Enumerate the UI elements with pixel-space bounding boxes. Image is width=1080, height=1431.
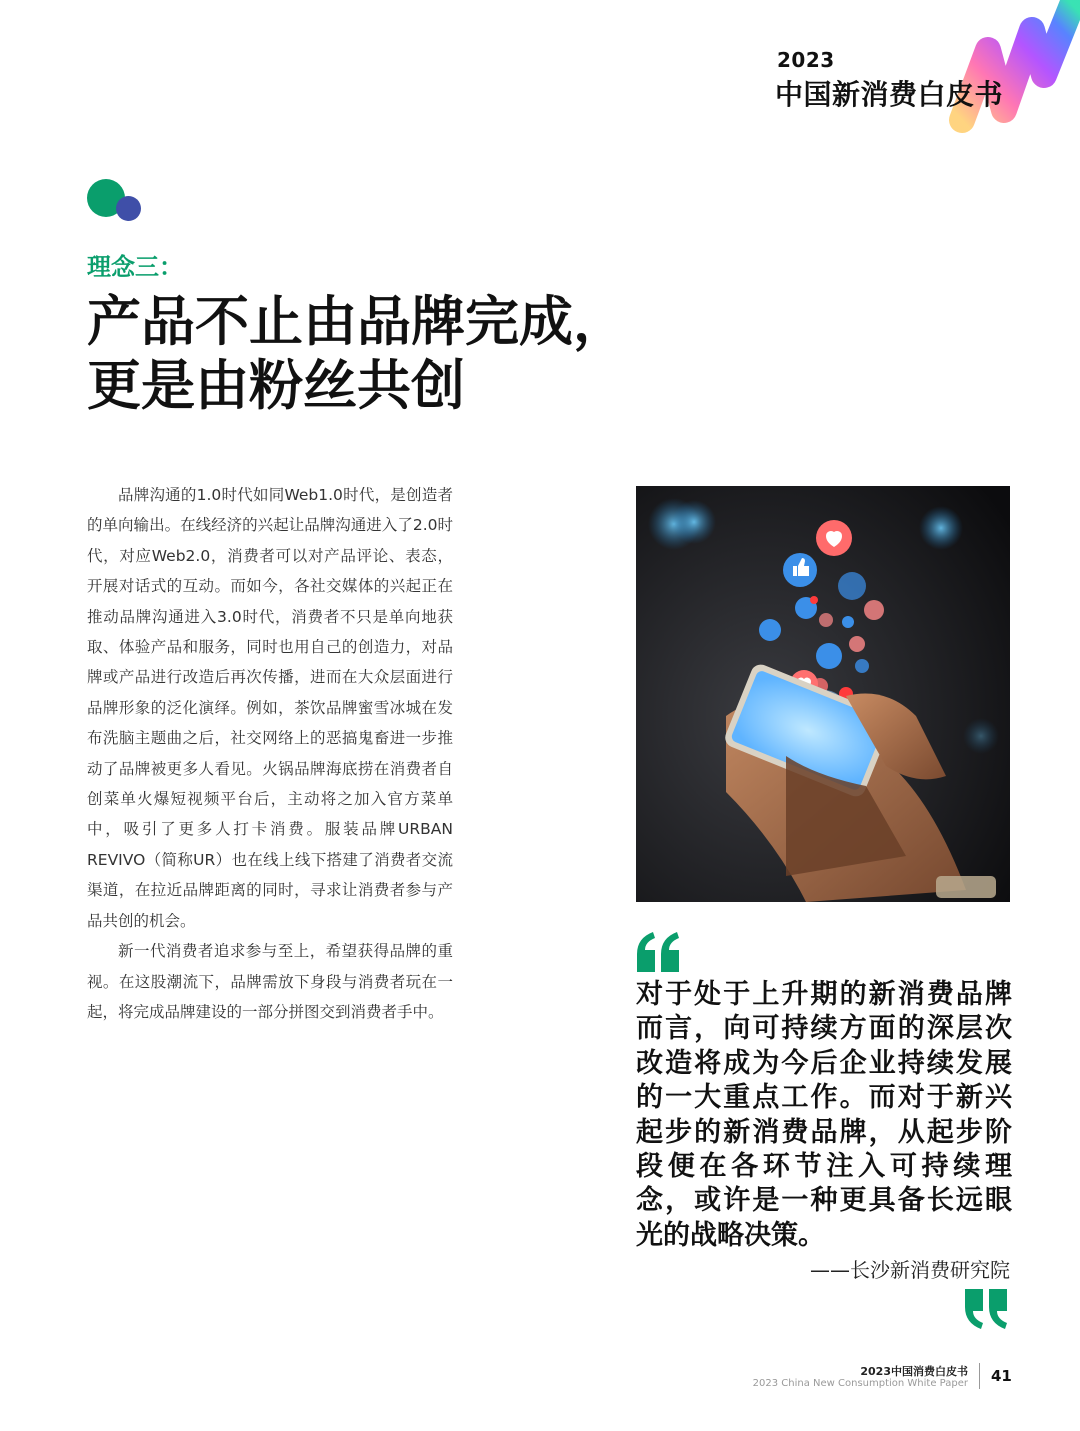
quote-source: ——长沙新消费研究院 — [810, 1258, 1010, 1282]
close-quote-icon — [963, 1289, 1011, 1329]
blue-dot — [116, 196, 141, 221]
header-title: 中国新消费白皮书 — [775, 78, 1004, 111]
footer-title-en: 2023 China New Consumption White Paper — [752, 1378, 968, 1389]
headline-line-1: 产品不止由品牌完成， — [87, 290, 627, 353]
body-text — [87, 480, 453, 1027]
page-number: 41 — [991, 1367, 1012, 1385]
header-year: 2023 — [777, 48, 835, 72]
body-paragraph-1: 品牌沟通的1.0时代如同Web1.0时代，是创造者的单向输出。在线经济的兴起让品牌沟通进入了2.0时代，对应Web2.0，消费者可以对产品评论、表态，开展对话式的互动。而如今，各社交媒体的兴起正在推动品牌沟通进入3.0时代，消费者不只是单向地获取、体验产品和服务，同时也用自己的创造力，对品牌或产品进行改造后再次传播，进而在大众层面进行品牌形象的泛化演绎。例如，茶饮品牌蜜雪冰城在发布洗脑主题曲之后，社交网络上的恶搞鬼畜进一步推动了品牌被更多人看见。火锅品牌海底捞在消费者自创菜单火爆短视频平台后，主动将之加入官方菜单中，吸引了更多人打卡消费。服装品牌URBAN REVIVO（简称UR）也在线上线下搭建了消费者交流渠道，在拉近品牌距离的同时，寻求让消费者参与产品共创的机会。 — [87, 486, 453, 930]
headline-line-2: 更是由粉丝共创 — [87, 354, 465, 417]
quote-text: 对于处于上升期的新消费品牌而言，向可持续方面的深层次改造将成为今后企业持续发展的一大重点工作。而对于新兴起步的新消费品牌，从起步阶段便在各环节注入可持续理念，或许是一种更具备长远眼光的战略决策。 — [636, 979, 1012, 1251]
open-quote-icon — [635, 932, 683, 972]
headline — [87, 290, 647, 418]
concept-label: 理念三： — [87, 253, 183, 281]
brand-ribbon-logo — [940, 0, 1080, 135]
footer-title-zh: 2023中国消费白皮书 — [860, 1365, 968, 1378]
photo-phone-social-icons — [636, 486, 1010, 902]
footer-divider — [979, 1363, 980, 1389]
body-paragraph-2: 新一代消费者追求参与至上，希望获得品牌的重视。在这股潮流下，品牌需放下身段与消费者玩在一起，将完成品牌建设的一部分拼图交到消费者手中。 — [87, 942, 453, 1021]
